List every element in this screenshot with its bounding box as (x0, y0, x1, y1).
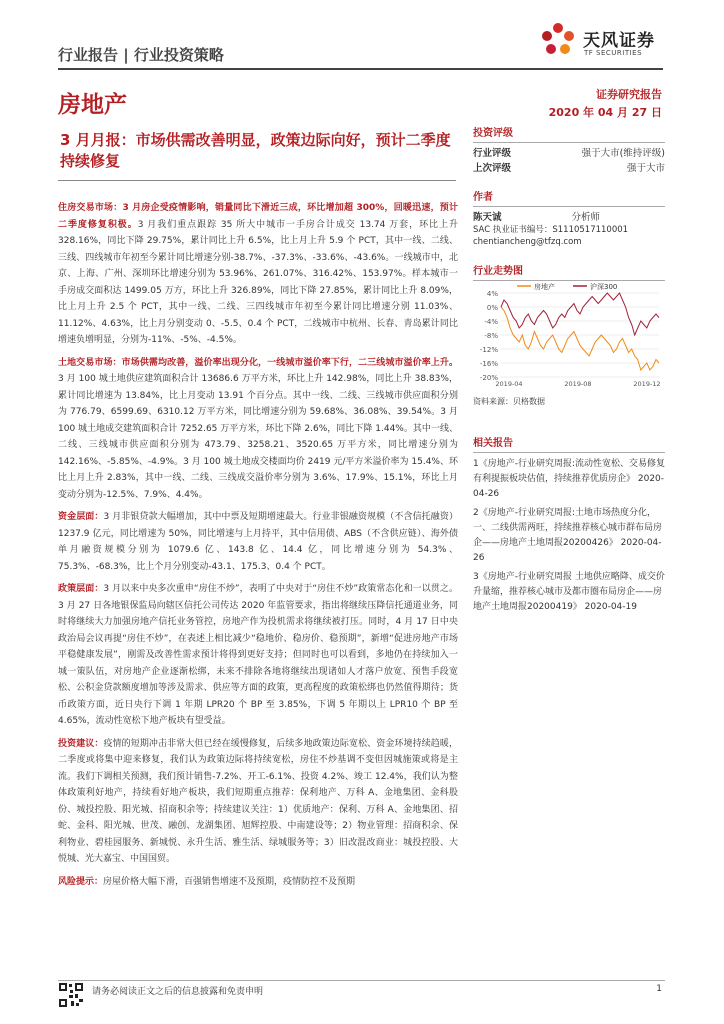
related-report-link[interactable]: 3《房地产-行业研究周报 土地供应略降、成交价升量缩，推荐核心城市及都市圈布局房企——房地产土地周报20200419》 2020-04-19 (473, 572, 665, 612)
related-block (473, 434, 665, 615)
paragraph-lead: 资金层面： (58, 512, 104, 522)
y-tick-label: -12% (479, 346, 498, 354)
author-role: 分析师 (571, 212, 601, 223)
author-heading: 作者 (473, 192, 493, 203)
paragraph-lead: 风险提示： (58, 876, 104, 887)
rating-row (473, 161, 665, 176)
trend-block (473, 262, 665, 407)
x-tick-label: 2019-04 (495, 380, 523, 388)
y-tick-label: 0% (486, 304, 498, 312)
logo-text: 天风证券 (583, 31, 655, 51)
author-name: 陈天诚 (473, 212, 502, 223)
paragraph-text: 3 月 100 城土地供应建筑面积合计 13686.6 万平方米，环比上升 142.98%，同比上升 38.83%，累计同比增速为 13.84%，比上月变动 13.91 个百分点。其中一线、二线、三线城市供应面积分别为 776.79、6599.69、6310.12 万平方米，同比增速分别为 59.68%、36.08%、39.54%。3 月 100 城土地成交建筑面积合计 7252.65 万平方米，环比下降 2.6%，同比下降 1.44%。其中一线、二线、三线城市供应面积分别为 473.79、3258.21、3520.65 万平方米，同比增速分别为 142.16%、-5.85%、-4.9%。3 月 100 城土地成交楼面均价 2419 元/平方米溢价率为 15.4%、环比上月上升 2.83%，其中一线、二线、三线成交溢价率分别为 3.6%、17.9%、15.1%，环比上月变动分别为-12.5%、7.9%、4.4%。 (58, 374, 458, 500)
trend-heading: 行业走势图 (473, 266, 523, 277)
title-divider (58, 180, 456, 181)
paragraph-lead: 土地交易市场：市场供需均改善，溢价率出现分化，一线城市溢价率下行，二三线城市溢价率上升。 (58, 357, 458, 368)
divider (473, 452, 665, 453)
chart-source: 资料来源：贝格数据 (473, 397, 545, 406)
rating-heading: 投资评级 (473, 128, 513, 139)
author-cert: SAC 执业证书编号：S1110517110001 (473, 225, 629, 235)
rating-value: 强于大市(维持评级) (581, 148, 665, 159)
x-tick-label: 2019-08 (564, 380, 592, 388)
paragraph-text: 3 月以来中央多次重申“房住不炒”，表明了中央对于“房住不炒”政策常态化和一以贯之。3 月 27 日各地银保监局向辖区信托公司传达 2020 年监管要求，指出将继续压降信托通道业务，同时将继续大力加强房地产信托业务管控，房地产作为投机需求将继续被打压。同时，4 月 17 日中央政治局会议再提“房住不炒”，在表述上相比减少“稳地价、稳房价、稳预期”，新增“促进房地产市场平稳健康发展”，刚需及改善性需求预计将得到更好支持；但同时也可以看到，多地仍在持续加入一城一策队伍，对房地产企业逐渐松绑，未来不排除各地将继续出现诸如人才落户放宽、预售手段宽松、公积金贷款额度增加等涉及需求、供应等方面的政策，更高程度的政策松绑也仍然值得期待；货币政策方面，近日央行下调 1 年期 LPR20 个 BP 至 3.85%，下调 5 年期以上 LPR10 个 BP 至 4.65%，流动性宽松下地产板块有望受益。 (58, 584, 458, 726)
paragraph (58, 200, 458, 349)
rating-label: 行业评级 (473, 148, 512, 159)
paragraph-text: 房屋价格大幅下滑，百强销售增速不及预期，疫情防控不及预期 (103, 876, 356, 887)
paragraph (58, 509, 458, 575)
paragraph-text: 3 月我们重点跟踪 35 所大中城市一手房合计成交 13.74 万套，环比上升 328.16%，同比下降 29.75%，累计同比上升 6.5%，比上月上升 5.9 个 PCT，其中一线、二线、三线、四线城市年初至今累计同比增速分别-38.7%、-37.3%、-33.6%、-43.6%。一线城市中，北京、上海、广州、深圳环比增速分别为 53.96%、261.07%、316.42%、153.97%。样本城市一手房成交面积达 1499.05 万方，环比上升 326.89%，同比下降 27.85%，累计同比上升 8.09%，比上月上升 2.5 个 PCT，其中一线、二线、三四线城市年初至今累计同比增速分别 11.03%、11.12%、4.63%，比上月分别变动 0、-5.5、0.4 个 PCT，二线城市中杭州、长春、青岛累计同比增速负增明显，分别为-11%、-5%、-4.5%。 (58, 219, 458, 345)
header-divider (58, 68, 663, 70)
rating-block (473, 124, 665, 176)
trend-chart (473, 281, 665, 391)
y-tick-label: -16% (479, 360, 498, 368)
rating-value: 强于大市 (626, 163, 665, 174)
rating-label: 上次评级 (473, 163, 512, 174)
footer-divider (58, 980, 665, 981)
qr-code-icon (58, 982, 84, 1008)
paragraph (58, 736, 458, 868)
report-date: 2020 年 04 月 27 日 (548, 106, 662, 119)
author-email[interactable]: chentiancheng@tfzq.com (473, 237, 582, 247)
paragraph (58, 581, 458, 730)
report-category: 行业报告 | 行业投资策略 (58, 46, 224, 64)
report-body (58, 200, 458, 896)
divider (473, 206, 665, 207)
y-tick-label: 4% (486, 290, 498, 298)
related-heading: 相关报告 (473, 438, 513, 449)
paragraph-lead: 住房交易市场：3 月房企受疫情影响，销量同比下滑近三成，环比增加超 300%，回暖迅速，预计二季度修复积极。 (58, 203, 458, 230)
paragraph-lead: 政策层面： (58, 584, 104, 594)
rating-row (473, 146, 665, 161)
legend-label: 房地产 (534, 283, 555, 291)
page-number: 1 (656, 984, 662, 994)
related-report-link[interactable]: 2《房地产-行业研究周报:土地市场热度分化，一、二线供需两旺，持续推荐核心城市群布局房企——房地产土地周报20200426》 2020-04-26 (473, 508, 663, 563)
y-tick-label: -4% (484, 318, 498, 326)
paragraph-text: 疫情的短期冲击非常大但已经在缓慢修复，后续多地政策边际宽松、资金环境持续趋暖，二季度或将集中迎来修复，我们认为政策边际将持续宽松，房住不炒基调不变但因城施策或将是主流。我们下调相关预测，我们预计销售-7.2%、开工-6.1%、投资 4.2%、竣工 12.4%，我们认为整体政策利好地产，持续看好地产板块，我们短期重点推荐：保利地产、万科 A、金地集团、金科股份、城投控股、阳光城、招商积余等；持续建议关注：1）优质地产：保利、万科 A、金地集团、招蛇、金科、阳光城、世茂、融创、龙湖集团、旭辉控股、中南建设等；2）物业管理：招商积余、保利物业、碧桂园服务、新城悦、永升生活、雅生活、绿城服务等；3）旧改混改商业：城投控股、大悦城、光大嘉宝、中国国贸。 (58, 738, 458, 864)
series-line-1 (501, 293, 659, 335)
paragraph-text: 3 月非银贷款大幅增加，其中中票及短期增速最大。行业非银融资规模（不含信托融资）1237.9 亿元，同比增速为 50%，同比增速与上月持平，其中信用债、ABS（不含供应链）、海外债单月融资规模分别为 1079.6 亿、143.8 亿、14.4 亿，同比增速分别为 54.3%、75.3%、-68.3%，比上个月分别变动-43.1、175.3、0.4 个 PCT。 (58, 512, 458, 572)
paragraph-lead: 投资建议： (58, 738, 104, 749)
series-line-0 (501, 307, 659, 370)
logo-text-en: TF SECURITIES (584, 49, 643, 57)
page-title: 3 月月报：市场供需改善明显，政策边际向好，预计二季度持续修复 (60, 131, 451, 170)
report-type: 证券研究报告 (596, 88, 662, 101)
legend-label: 沪深300 (590, 283, 618, 291)
paragraph (58, 874, 458, 891)
divider (473, 142, 665, 143)
sector-title: 房地产 (58, 92, 127, 118)
y-tick-label: -20% (479, 374, 498, 382)
author-block (473, 188, 665, 248)
x-tick-label: 2019-12 (633, 380, 661, 388)
flower-icon (542, 23, 574, 54)
paragraph (58, 355, 458, 504)
footer-disclaimer: 请务必阅读正文之后的信息披露和免责申明 (92, 987, 264, 997)
y-tick-label: -8% (484, 332, 498, 340)
related-report-link[interactable]: 1《房地产-行业研究周报:流动性宽松、交易修复有利提振板块估值，持续推荐优质房企》 2020-04-26 (473, 459, 666, 499)
